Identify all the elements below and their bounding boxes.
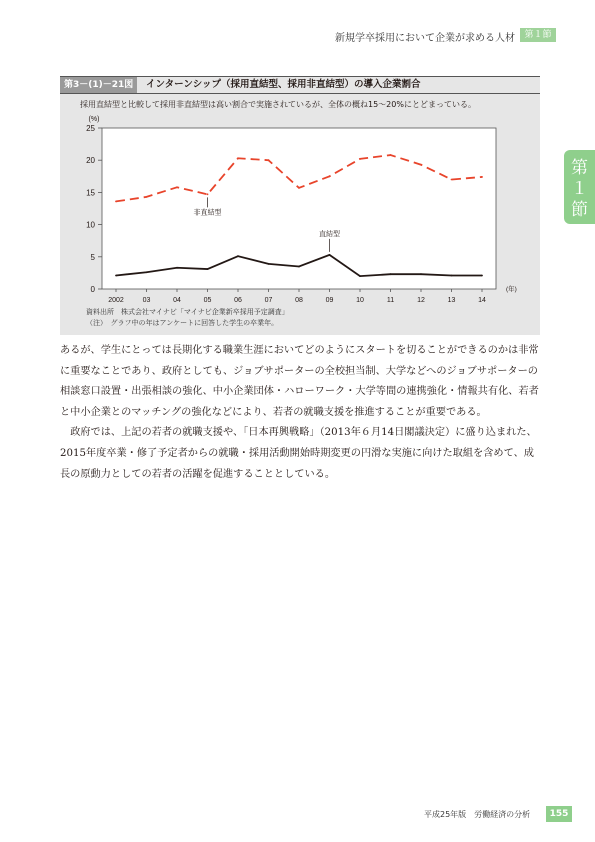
series-label: 直結型 xyxy=(319,230,340,238)
data-point xyxy=(298,187,300,189)
figure-panel xyxy=(60,76,540,335)
data-point xyxy=(359,158,361,160)
data-point xyxy=(359,275,361,277)
data-point xyxy=(298,266,300,268)
x-axis-unit: (年) xyxy=(506,286,517,293)
data-point xyxy=(390,154,392,156)
y-tick-label: 10 xyxy=(86,220,95,230)
side-tab-char-3: 節 xyxy=(571,200,588,220)
data-point xyxy=(329,254,331,256)
data-point xyxy=(420,273,422,275)
y-tick-label: 0 xyxy=(90,285,95,294)
data-point xyxy=(451,275,453,277)
x-tick-label: 14 xyxy=(478,297,486,304)
data-point xyxy=(329,175,331,177)
x-tick-label: 09 xyxy=(325,297,334,304)
data-point xyxy=(115,201,117,203)
y-tick-label: 5 xyxy=(90,252,95,262)
figure-subtitle: 採用直結型と比較して採用非直結型は高い割合で実施されているが、全体の概ね15～20%にとどまっている。 xyxy=(80,100,476,109)
y-axis-unit: (%) xyxy=(88,116,100,123)
x-tick-label: 11 xyxy=(386,297,395,304)
y-tick-label: 20 xyxy=(86,156,95,166)
x-tick-label: 12 xyxy=(417,297,425,304)
data-point xyxy=(237,255,239,257)
x-tick-label: 05 xyxy=(203,297,212,304)
x-tick-label: 04 xyxy=(173,297,181,304)
running-header-title: 新規学卒採用において企業が求める人材 xyxy=(335,33,515,44)
figure-note: （注） グラフ中の年はアンケートに回答した学生の卒業年。 xyxy=(86,319,279,327)
y-tick-label: 15 xyxy=(86,188,95,198)
body-paragraph-2: 政府では、上記の若者の就職支援や、「日本再興戦略」（2013年６月14日閣議決定）に盛り込まれた、2015年度卒業・修了予定者からの就職・採用活動開始時期変更の円滑な実施に向けた取組を含めて、成長の原動力としての若者の活躍を促進することとしている。 xyxy=(60,427,537,480)
section-side-tab xyxy=(564,150,595,224)
x-tick-label: 03 xyxy=(142,297,151,304)
data-point xyxy=(481,275,483,277)
side-tab-char-1: 第 xyxy=(571,158,588,178)
data-point xyxy=(146,196,148,198)
data-point xyxy=(390,273,392,275)
figure-label: 第3－(1)－21図 xyxy=(60,77,137,93)
data-point xyxy=(268,263,270,265)
body-paragraph-1: あるが、学生にとっては長期化する職業生涯においてどのようにスタートを切ることができるのかは非常に重要なことであり、政府としても、ジョブサポーターの全校担当制、大学などへのジョブサポーターの相談窓口設置・出張相談の強化、中小企業団体・ハローワーク・大学等間の連携強化・情報共有化、若者と中小企業とのマッチングの強化などにより、若者の就職支援を推進することが重要である。 xyxy=(60,345,539,418)
data-point xyxy=(451,179,453,181)
data-point xyxy=(481,176,483,178)
x-tick-label: 13 xyxy=(447,297,456,304)
side-tab-char-2: １ xyxy=(571,179,588,199)
data-point xyxy=(420,164,422,166)
x-tick-label: 06 xyxy=(234,297,242,304)
footer-publication: 平成25年版 労働経済の分析 xyxy=(424,810,531,819)
series-label: 非直結型 xyxy=(193,209,222,217)
y-tick-label: 25 xyxy=(86,124,95,133)
data-point xyxy=(268,159,270,161)
page-number: 155 xyxy=(546,806,572,822)
section-chip: 第１節 xyxy=(520,28,556,42)
data-point xyxy=(207,193,209,195)
figure-title: インターンシップ（採用直結型、採用非直結型）の導入企業割合 xyxy=(146,79,421,90)
x-tick-label: 10 xyxy=(356,297,364,304)
x-tick-label: 2002 xyxy=(108,297,124,304)
data-point xyxy=(207,268,209,270)
line-chart xyxy=(60,76,540,335)
data-point xyxy=(176,186,178,188)
data-point xyxy=(115,275,117,277)
data-point xyxy=(176,267,178,269)
body-text xyxy=(60,341,542,485)
x-tick-label: 08 xyxy=(295,297,303,304)
plot-area xyxy=(102,128,496,289)
data-point xyxy=(237,157,239,159)
x-tick-label: 07 xyxy=(264,297,273,304)
figure-source: 資料出所 株式会社マイナビ「マイナビ企業新卒採用予定調査」 xyxy=(86,308,289,316)
data-point xyxy=(146,271,148,273)
